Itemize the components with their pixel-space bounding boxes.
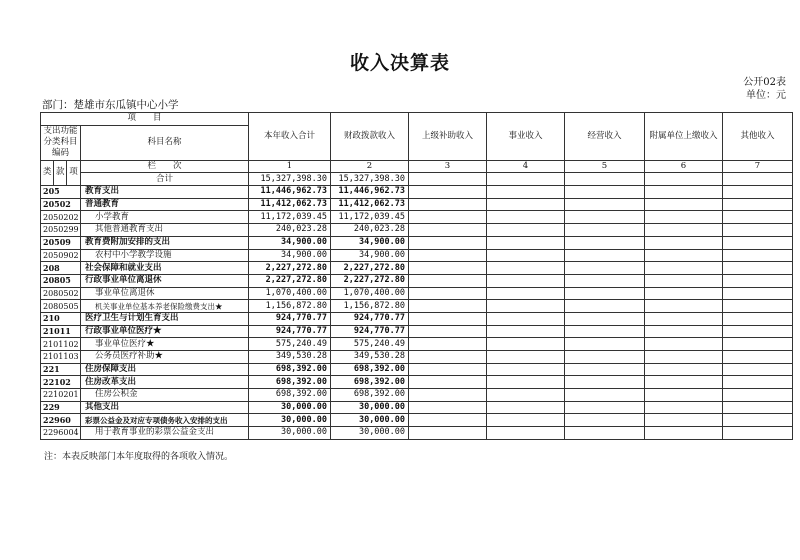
empty-cell <box>487 224 565 237</box>
table-row <box>41 198 793 211</box>
empty-cell <box>723 262 793 275</box>
empty-cell <box>565 211 645 224</box>
col-header: 本年收入合计 <box>249 113 331 161</box>
empty-cell <box>645 312 723 325</box>
row-code: 22102 <box>41 376 81 389</box>
row-name: 小学教育 <box>81 211 249 224</box>
row-col2: 349,530.28 <box>331 351 409 364</box>
row-col2: 575,240.49 <box>331 338 409 351</box>
table-row <box>41 224 793 237</box>
empty-cell <box>565 287 645 300</box>
col-number: 6 <box>645 160 723 173</box>
empty-cell <box>723 325 793 338</box>
empty-cell <box>723 389 793 402</box>
row-name: 事业单位离退休 <box>81 287 249 300</box>
empty-cell <box>487 376 565 389</box>
empty-cell <box>409 211 487 224</box>
empty-cell <box>645 211 723 224</box>
row-name: 普通教育 <box>81 198 249 211</box>
row-name: 机关事业单位基本养老保险缴费支出★ <box>81 300 249 313</box>
empty-cell <box>487 186 565 199</box>
empty-cell <box>645 287 723 300</box>
empty-cell <box>645 173 723 186</box>
col-header: 经营收入 <box>565 113 645 161</box>
table-row <box>41 287 793 300</box>
row-code: 221 <box>41 363 81 376</box>
empty-cell <box>409 186 487 199</box>
row-name: 医疗卫生与计划生育支出 <box>81 312 249 325</box>
empty-cell <box>565 186 645 199</box>
empty-cell <box>723 211 793 224</box>
empty-cell <box>565 274 645 287</box>
empty-cell <box>409 236 487 249</box>
empty-cell <box>645 236 723 249</box>
row-col2: 30,000.00 <box>331 401 409 414</box>
empty-cell <box>565 236 645 249</box>
row-col1: 30,000.00 <box>249 401 331 414</box>
row-col2: 34,900.00 <box>331 236 409 249</box>
empty-cell <box>723 376 793 389</box>
empty-cell <box>487 414 565 427</box>
table-row <box>41 300 793 313</box>
empty-cell <box>409 389 487 402</box>
row-col2: 698,392.00 <box>331 363 409 376</box>
empty-cell <box>409 274 487 287</box>
row-col1: 11,412,062.73 <box>249 198 331 211</box>
table-row <box>41 325 793 338</box>
table-row <box>41 401 793 414</box>
empty-cell <box>487 363 565 376</box>
row-col2: 30,000.00 <box>331 414 409 427</box>
empty-cell <box>487 312 565 325</box>
subject-name-header: 科目名称 <box>81 125 249 160</box>
row-name: 社会保障和就业支出 <box>81 262 249 275</box>
empty-cell <box>645 389 723 402</box>
empty-cell <box>645 274 723 287</box>
empty-cell <box>723 224 793 237</box>
empty-cell <box>565 249 645 262</box>
empty-cell <box>723 173 793 186</box>
empty-cell <box>723 300 793 313</box>
table-row <box>41 414 793 427</box>
empty-cell <box>645 198 723 211</box>
total-col1: 15,327,398.30 <box>249 173 331 186</box>
kuan-header: 款 <box>54 160 67 185</box>
row-code: 20502 <box>41 198 81 211</box>
empty-cell <box>565 389 645 402</box>
row-col1: 2,227,272.80 <box>249 262 331 275</box>
empty-cell <box>723 312 793 325</box>
cls-header: 类 <box>41 160 54 185</box>
empty-cell <box>409 338 487 351</box>
col-number: 7 <box>723 160 793 173</box>
row-code: 208 <box>41 262 81 275</box>
row-code: 2080505 <box>41 300 81 313</box>
row-col2: 240,023.28 <box>331 224 409 237</box>
row-name: 用于教育事业的彩票公益金支出 <box>81 427 249 440</box>
col-number: 5 <box>565 160 645 173</box>
empty-cell <box>565 376 645 389</box>
empty-cell <box>487 300 565 313</box>
row-name: 行政事业单位离退休 <box>81 274 249 287</box>
income-table <box>40 112 793 440</box>
row-name: 行政事业单位医疗★ <box>81 325 249 338</box>
empty-cell <box>487 427 565 440</box>
empty-cell <box>409 351 487 364</box>
empty-cell <box>565 401 645 414</box>
row-code: 2210201 <box>41 389 81 402</box>
col-header: 上级补助收入 <box>409 113 487 161</box>
empty-cell <box>487 389 565 402</box>
row-col2: 1,156,872.80 <box>331 300 409 313</box>
table-row <box>41 312 793 325</box>
row-col1: 349,530.28 <box>249 351 331 364</box>
row-code: 2050902 <box>41 249 81 262</box>
row-code: 2296004 <box>41 427 81 440</box>
empty-cell <box>409 198 487 211</box>
row-name: 事业单位医疗★ <box>81 338 249 351</box>
empty-cell <box>645 376 723 389</box>
empty-cell <box>565 198 645 211</box>
col-header: 其他收入 <box>723 113 793 161</box>
row-col1: 698,392.00 <box>249 363 331 376</box>
empty-cell <box>487 236 565 249</box>
row-col1: 240,023.28 <box>249 224 331 237</box>
row-col1: 575,240.49 <box>249 338 331 351</box>
empty-cell <box>409 427 487 440</box>
empty-cell <box>645 186 723 199</box>
empty-cell <box>723 427 793 440</box>
row-col1: 34,900.00 <box>249 249 331 262</box>
table-row <box>41 211 793 224</box>
row-col1: 30,000.00 <box>249 414 331 427</box>
empty-cell <box>487 274 565 287</box>
row-col1: 11,446,962.73 <box>249 186 331 199</box>
empty-cell <box>409 363 487 376</box>
row-col2: 2,227,272.80 <box>331 262 409 275</box>
row-name: 教育支出 <box>81 186 249 199</box>
row-col2: 698,392.00 <box>331 389 409 402</box>
row-name: 公务员医疗补助★ <box>81 351 249 364</box>
empty-cell <box>487 325 565 338</box>
empty-cell <box>645 414 723 427</box>
empty-cell <box>409 249 487 262</box>
col-number: 1 <box>249 160 331 173</box>
col-number: 2 <box>331 160 409 173</box>
empty-cell <box>487 211 565 224</box>
empty-cell <box>645 338 723 351</box>
row-code: 20805 <box>41 274 81 287</box>
row-name: 教育费附加安排的支出 <box>81 236 249 249</box>
empty-cell <box>565 262 645 275</box>
lanci-header: 栏 次 <box>81 160 249 173</box>
project-header: 项 目 <box>41 113 249 126</box>
empty-cell <box>723 249 793 262</box>
empty-cell <box>565 351 645 364</box>
empty-cell <box>487 262 565 275</box>
col-number: 3 <box>409 160 487 173</box>
empty-cell <box>723 351 793 364</box>
empty-cell <box>409 312 487 325</box>
empty-cell <box>409 376 487 389</box>
footnote: 注：本表反映部门本年度取得的各项收入情况。 <box>44 452 234 462</box>
empty-cell <box>565 300 645 313</box>
empty-cell <box>645 363 723 376</box>
empty-cell <box>565 427 645 440</box>
row-col2: 11,172,039.45 <box>331 211 409 224</box>
row-code: 2101103 <box>41 351 81 364</box>
row-name: 其他普通教育支出 <box>81 224 249 237</box>
empty-cell <box>723 186 793 199</box>
row-col2: 34,900.00 <box>331 249 409 262</box>
empty-cell <box>409 325 487 338</box>
empty-cell <box>565 173 645 186</box>
row-name: 农村中小学教学设施 <box>81 249 249 262</box>
form-number: 公开02表 <box>743 77 786 88</box>
table-row <box>41 274 793 287</box>
empty-cell <box>723 236 793 249</box>
empty-cell <box>645 401 723 414</box>
table-row <box>41 363 793 376</box>
empty-cell <box>565 414 645 427</box>
row-col1: 924,770.77 <box>249 312 331 325</box>
row-col1: 924,770.77 <box>249 325 331 338</box>
row-col1: 11,172,039.45 <box>249 211 331 224</box>
empty-cell <box>487 173 565 186</box>
empty-cell <box>409 262 487 275</box>
row-name: 住房公积金 <box>81 389 249 402</box>
row-col2: 1,070,400.00 <box>331 287 409 300</box>
row-code: 2080502 <box>41 287 81 300</box>
row-col2: 11,412,062.73 <box>331 198 409 211</box>
table-row <box>41 338 793 351</box>
table-row <box>41 262 793 275</box>
row-code: 2050299 <box>41 224 81 237</box>
page-title: 收入决算表 <box>349 52 450 74</box>
row-code: 21011 <box>41 325 81 338</box>
row-name: 其他支出 <box>81 401 249 414</box>
col-header: 财政拨款收入 <box>331 113 409 161</box>
empty-cell <box>645 224 723 237</box>
total-col2: 15,327,398.30 <box>331 173 409 186</box>
row-name: 住房改革支出 <box>81 376 249 389</box>
row-code: 2101102 <box>41 338 81 351</box>
row-name: 彩票公益金及对应专项债务收入安排的支出 <box>81 414 249 427</box>
empty-cell <box>723 198 793 211</box>
empty-cell <box>409 287 487 300</box>
row-code: 20509 <box>41 236 81 249</box>
empty-cell <box>565 325 645 338</box>
empty-cell <box>645 427 723 440</box>
row-code: 210 <box>41 312 81 325</box>
department-label: 部门：楚雄市东瓜镇中心小学 <box>42 99 179 111</box>
row-col2: 2,227,272.80 <box>331 274 409 287</box>
empty-cell <box>487 401 565 414</box>
empty-cell <box>723 274 793 287</box>
row-col1: 34,900.00 <box>249 236 331 249</box>
row-col2: 924,770.77 <box>331 325 409 338</box>
row-code: 205 <box>41 186 81 199</box>
code-header: 支出功能分类科目编码 <box>41 125 81 160</box>
row-col1: 2,227,272.80 <box>249 274 331 287</box>
empty-cell <box>645 325 723 338</box>
empty-cell <box>723 363 793 376</box>
empty-cell <box>487 338 565 351</box>
empty-cell <box>645 300 723 313</box>
unit-label: 单位：元 <box>746 90 786 101</box>
table-row <box>41 376 793 389</box>
empty-cell <box>487 249 565 262</box>
empty-cell <box>723 338 793 351</box>
empty-cell <box>723 401 793 414</box>
row-col1: 1,156,872.80 <box>249 300 331 313</box>
empty-cell <box>565 312 645 325</box>
row-code: 22960 <box>41 414 81 427</box>
row-code: 229 <box>41 401 81 414</box>
empty-cell <box>645 262 723 275</box>
col-number: 4 <box>487 160 565 173</box>
empty-cell <box>645 351 723 364</box>
row-col1: 698,392.00 <box>249 389 331 402</box>
empty-cell <box>409 300 487 313</box>
table-row <box>41 427 793 440</box>
empty-cell <box>487 287 565 300</box>
row-col2: 11,446,962.73 <box>331 186 409 199</box>
col-header: 事业收入 <box>487 113 565 161</box>
empty-cell <box>409 414 487 427</box>
empty-cell <box>487 351 565 364</box>
empty-cell <box>723 287 793 300</box>
total-label: 合计 <box>81 173 249 186</box>
empty-cell <box>565 363 645 376</box>
empty-cell <box>409 401 487 414</box>
row-name: 住房保障支出 <box>81 363 249 376</box>
row-col1: 30,000.00 <box>249 427 331 440</box>
empty-cell <box>565 224 645 237</box>
row-code: 2050202 <box>41 211 81 224</box>
row-col2: 698,392.00 <box>331 376 409 389</box>
empty-cell <box>645 249 723 262</box>
empty-cell <box>565 338 645 351</box>
row-col1: 1,070,400.00 <box>249 287 331 300</box>
empty-cell <box>409 224 487 237</box>
table-row <box>41 236 793 249</box>
table-row <box>41 186 793 199</box>
table-row <box>41 351 793 364</box>
row-col1: 698,392.00 <box>249 376 331 389</box>
xiang-header: 项 <box>67 160 81 185</box>
row-col2: 30,000.00 <box>331 427 409 440</box>
row-col2: 924,770.77 <box>331 312 409 325</box>
empty-cell <box>409 173 487 186</box>
empty-cell <box>723 414 793 427</box>
empty-cell <box>487 198 565 211</box>
table-row <box>41 249 793 262</box>
table-row <box>41 389 793 402</box>
col-header: 附属单位上缴收入 <box>645 113 723 161</box>
